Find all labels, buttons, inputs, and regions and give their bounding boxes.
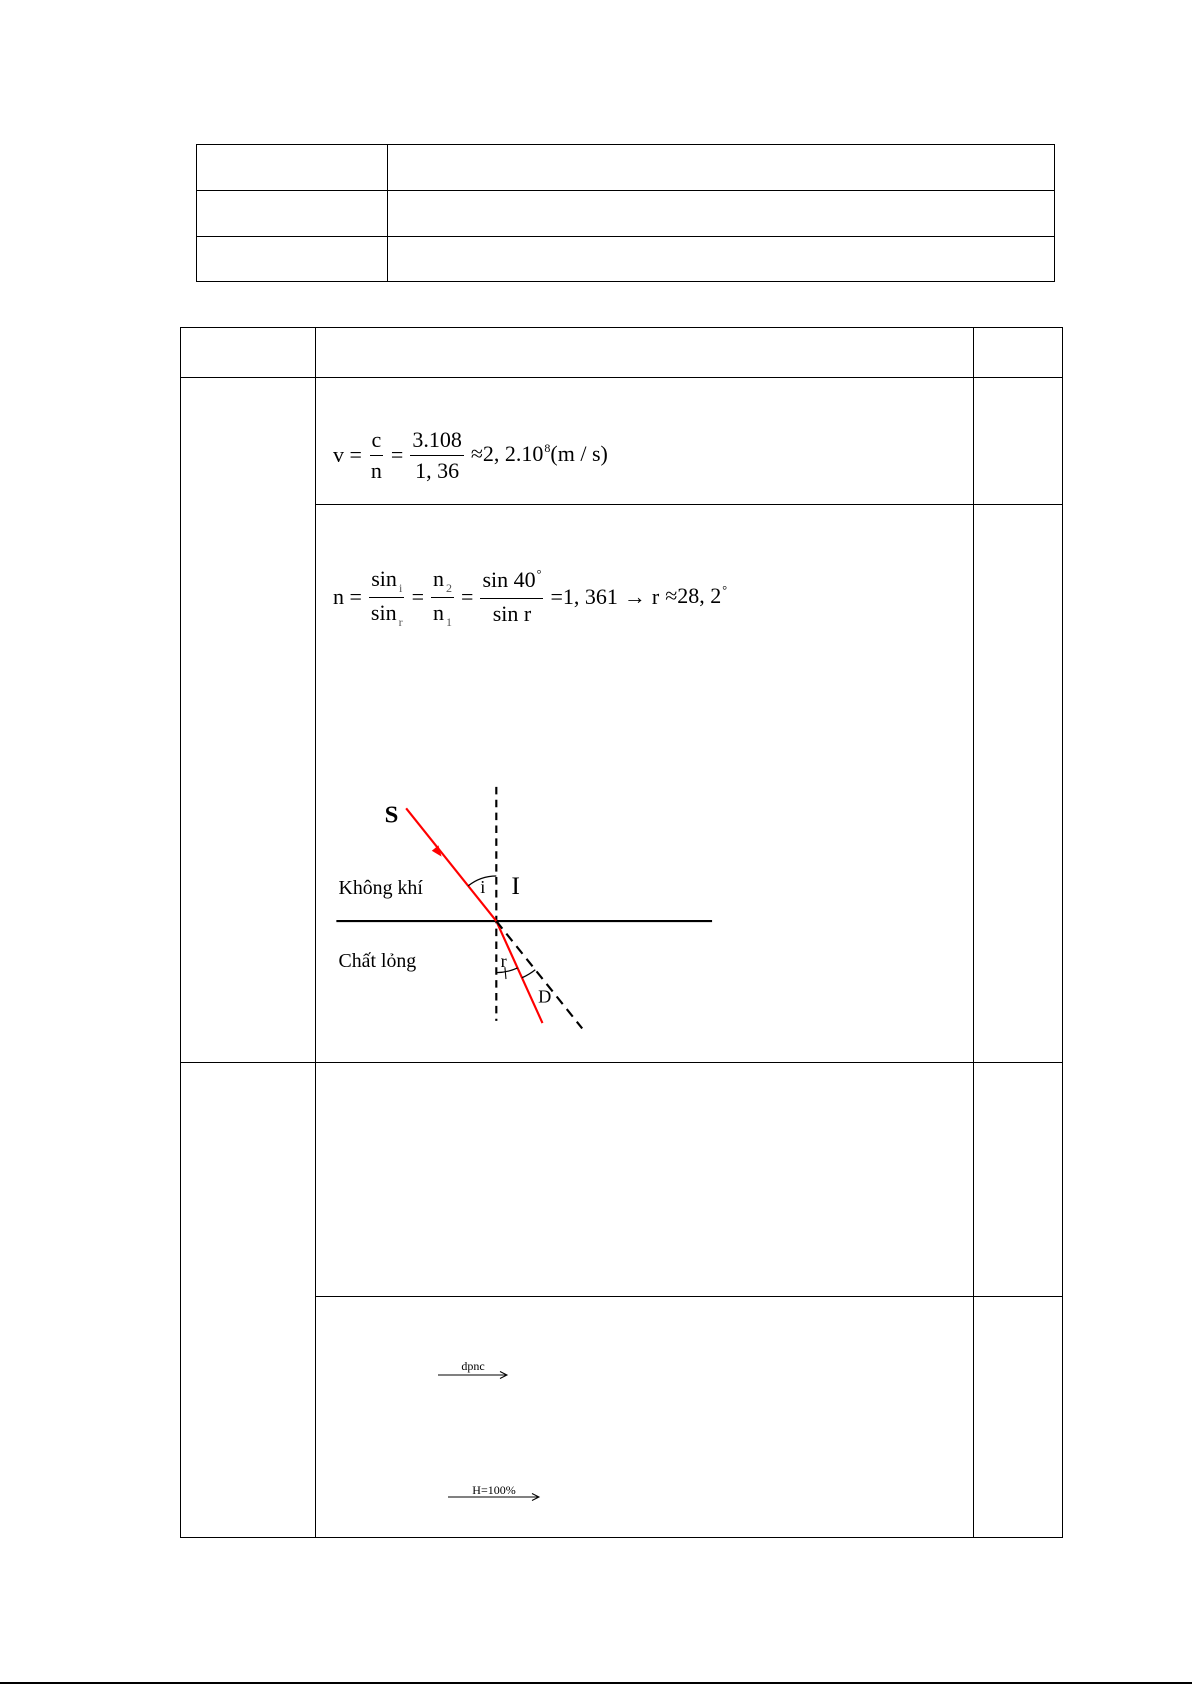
- source-label: S: [384, 801, 399, 829]
- fraction-numerator: 3.108: [410, 428, 464, 456]
- info-table-cell: [197, 145, 388, 191]
- speed-formula-lhs: v =: [333, 442, 362, 467]
- score-cell: [974, 378, 1063, 505]
- speed-formula: [330, 424, 611, 486]
- angle-r-arc: [496, 968, 517, 973]
- fraction-denominator: 1, 36: [415, 457, 460, 483]
- equals-sign: =: [411, 584, 425, 609]
- incident-ray: [406, 808, 496, 921]
- refraction-angle-value: [665, 584, 727, 611]
- info-table: [196, 144, 1055, 282]
- fraction-denominator: sin r: [492, 601, 532, 626]
- info-table-cell: [197, 237, 388, 282]
- incident-ray-extension: [496, 921, 582, 1028]
- fraction-numerator: [369, 567, 404, 598]
- fraction-c-over-n: [369, 428, 384, 483]
- subscript-i: i: [398, 580, 403, 595]
- degree-sign: °: [722, 582, 728, 597]
- medium-top-label: Không khí: [338, 877, 423, 900]
- subscript-r: r: [398, 614, 403, 629]
- fraction-numerator: [480, 568, 543, 599]
- speed-unit: (m / s): [550, 440, 608, 466]
- speed-exponent: 8: [544, 440, 551, 455]
- medium-bottom-label: Chất lỏng: [338, 950, 417, 973]
- speed-result: [471, 442, 608, 469]
- snell-formula-lhs: n =: [333, 584, 362, 609]
- fraction-denominator: n: [370, 457, 382, 483]
- subscript-1: 1: [446, 614, 453, 629]
- content-cell-b1: [316, 1063, 974, 1297]
- fraction-index-ratio: [431, 567, 454, 628]
- info-table-cell: [197, 191, 388, 237]
- reaction-arrow-dpnc: [436, 1360, 510, 1382]
- fraction-numerator: [431, 567, 454, 598]
- sin-label: sin: [371, 565, 397, 591]
- fraction-sin-ratio: [369, 567, 405, 628]
- refraction-diagram: [322, 774, 720, 1037]
- arrow-icon: [436, 1370, 510, 1380]
- fraction-numerator: c: [370, 428, 384, 456]
- incidence-point-label: I: [511, 871, 520, 901]
- fraction-denominator: [431, 598, 454, 628]
- fraction-values: [410, 428, 464, 483]
- sin-label: sin: [370, 599, 397, 625]
- angle-approx-value: ≈28, 2: [665, 582, 722, 608]
- equals-sign: =: [461, 584, 474, 609]
- sin40-label: sin 40: [482, 567, 536, 592]
- fraction-sin40-over-sinr: [480, 568, 543, 626]
- info-table-row: [197, 237, 1055, 282]
- index-label: n: [433, 599, 445, 625]
- score-cell: [974, 1063, 1063, 1297]
- angle-i-label: i: [480, 877, 486, 898]
- degree-sign: °: [536, 567, 542, 581]
- angle-r-label: r: [500, 951, 507, 972]
- header-cell-score: [974, 328, 1063, 378]
- info-table-row: [197, 191, 1055, 237]
- content-cell-reactions: [316, 1297, 974, 1538]
- header-cell-question: [181, 328, 316, 378]
- reaction-condition-label: H=100%: [472, 1483, 516, 1497]
- question-cell-b: [181, 1063, 316, 1538]
- angle-d-label: D: [538, 986, 552, 1007]
- question-cell-a: [181, 378, 316, 1063]
- snell-result: =1, 361: [550, 584, 618, 609]
- page-bottom-edge: [0, 1682, 1192, 1684]
- speed-approx-value: ≈2, 2.10: [470, 440, 544, 466]
- answer-table-header-row: [181, 328, 1063, 378]
- reaction-condition-label: dpnc: [461, 1359, 485, 1373]
- answer-row-a1: [181, 378, 1063, 505]
- index-label: n: [433, 565, 445, 591]
- arrow-icon: [446, 1492, 542, 1502]
- snell-formula: [330, 566, 730, 628]
- answer-row-b1: [181, 1063, 1063, 1297]
- implies-arrow: →: [623, 584, 646, 609]
- reaction-arrow-h100: [446, 1484, 542, 1504]
- refraction-variable: r: [651, 584, 660, 609]
- subscript-2: 2: [446, 580, 453, 595]
- angle-d-arc: [522, 970, 535, 978]
- fraction-denominator: [369, 598, 405, 628]
- info-table-cell: [388, 145, 1055, 191]
- info-table-row: [197, 145, 1055, 191]
- info-table-cell: [388, 191, 1055, 237]
- score-cell: [974, 1297, 1063, 1538]
- info-table-cell: [388, 237, 1055, 282]
- score-cell: [974, 505, 1063, 1063]
- equals-sign: =: [390, 442, 404, 467]
- header-cell-content: [316, 328, 974, 378]
